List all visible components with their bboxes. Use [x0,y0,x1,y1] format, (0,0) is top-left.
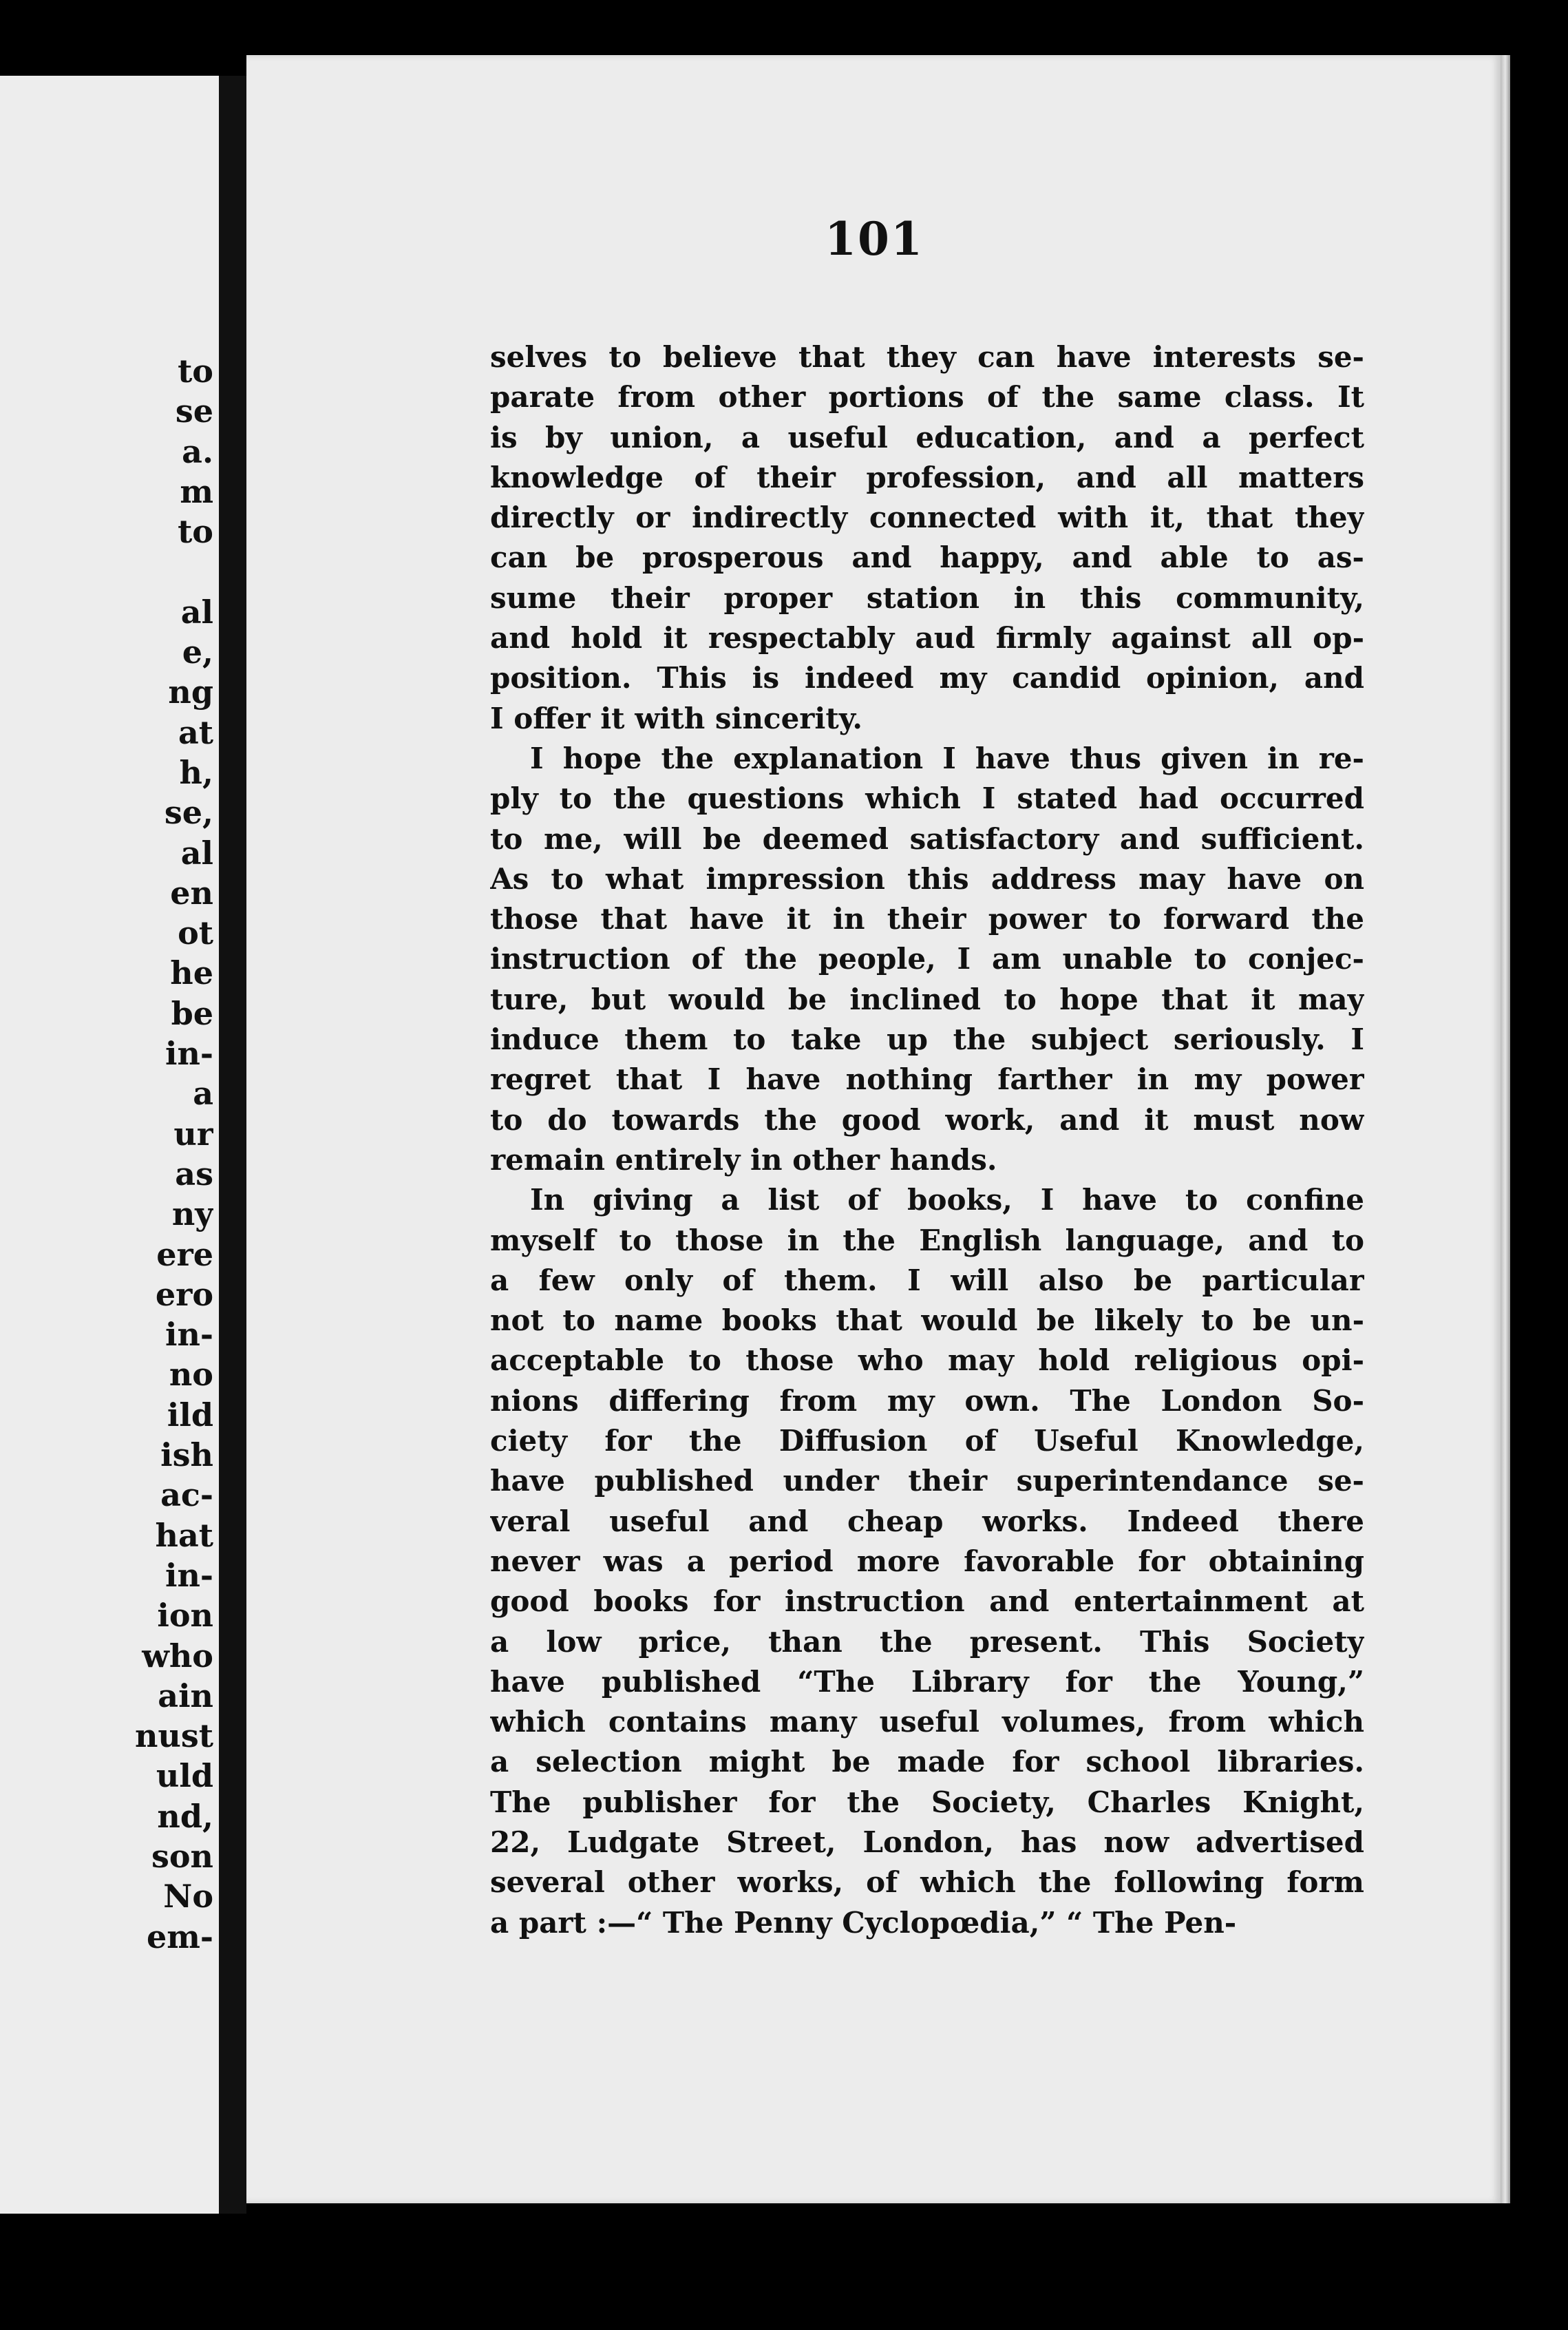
text-line: a part :—“ The Penny Cyclopœdia,” “ The Pen- [490,1905,1237,1940]
text-line: never was a period more favorable for obtaining [490,1544,1364,1578]
text-line: regret that I have nothing farther in my power [490,1062,1364,1097]
page-body-text [490,337,1364,1943]
left-page-fragment: nust [134,1717,213,1755]
paragraph [490,739,1364,1180]
text-line: acceptable to those who may hold religious opi- [490,1343,1364,1378]
left-page-fragment: a [193,1075,213,1113]
left-page-fragment: he [170,954,213,992]
left-page-fragment: ny [171,1195,213,1233]
text-line: instruction of the people, I am unable to conjec- [490,942,1364,976]
left-page-fragment: No [163,1878,213,1916]
book-spine [219,76,246,2214]
text-line: not to name books that would be likely to be un- [490,1303,1364,1338]
left-page-fragment: se, [164,794,213,832]
left-page-fragment: uld [156,1757,213,1795]
text-line: nions differing from my own. The London So- [490,1383,1364,1418]
text-line: myself to those in the English language, and to [490,1223,1364,1257]
left-page-fragment: en [170,874,213,912]
left-page-fragment: ere [156,1235,213,1273]
text-line: a low price, than the present. This Society [490,1624,1364,1659]
text-line: ture, but would be inclined to hope that it may [490,982,1364,1016]
left-page-fragment: be [171,994,213,1032]
left-page-fragment: no [169,1356,213,1394]
text-line: can be prosperous and happy, and able to as- [490,540,1364,575]
left-page [0,76,219,2214]
text-line: selves to believe that they can have interests se- [490,340,1364,374]
paragraph [490,337,1364,739]
text-line: have published “The Library for the Young,” [490,1664,1364,1699]
text-line: knowledge of their profession, and all matters [490,460,1364,494]
left-page-fragment: ac- [160,1476,213,1514]
left-page-fragment: as [175,1155,213,1193]
text-line: remain entirely in other hands. [490,1142,997,1177]
text-line: is by union, a useful education, and a perfect [490,420,1364,454]
text-line: directly or indirectly connected with it, that they [490,501,1364,535]
left-page-fragment: in- [165,1316,213,1354]
text-line: position. This is indeed my candid opinion, and [490,661,1364,695]
left-page-fragment: hat [155,1516,213,1554]
text-line: a selection might be made for school libraries. [490,1745,1364,1779]
left-page-fragment: e, [182,633,213,671]
left-page-fragment: in- [165,1556,213,1594]
text-line: veral useful and cheap works. Indeed there [490,1504,1364,1538]
text-line: those that have it in their power to forward the [490,902,1364,936]
text-line: ciety for the Diffusion of Useful Knowledge, [490,1424,1364,1458]
left-page-fragment: ot [178,914,213,952]
text-line: to me, will be deemed satisfactory and sufficient. [490,821,1364,856]
page-edge [1501,55,1510,2203]
text-line: several other works, of which the following form [490,1865,1364,1900]
left-page-fragment: ild [167,1396,213,1434]
text-line: parate from other portions of the same class. It [490,380,1364,414]
left-page-fragment: son [151,1837,213,1875]
left-page-fragment [103,552,213,591]
text-line: 22, Ludgate Street, London, has now advertised [490,1825,1364,1859]
text-line: to do towards the good work, and it must now [490,1102,1364,1137]
text-line: a few only of them. I will also be particular [490,1263,1364,1297]
text-line: have published under their superintendance se- [490,1464,1364,1498]
left-page-fragment: who [142,1637,213,1675]
left-page-fragment: se [175,392,213,430]
left-page-fragment: m [180,472,213,510]
left-page-fragment: ish [160,1436,213,1474]
left-page-fragment: al [180,593,213,631]
text-line: ply to the questions which I stated had occurred [490,781,1364,816]
text-line: As to what impression this address may have on [490,861,1364,896]
paragraph [490,1180,1364,1943]
left-page-fragment: ero [155,1275,213,1313]
left-page-fragment: ng [168,673,213,711]
text-line: The publisher for the Society, Charles Knight, [490,1785,1364,1819]
text-line: I hope the explanation I have thus given in re- [530,741,1364,775]
left-page-fragment: to [178,513,213,551]
left-page-fragment: at [178,713,213,751]
text-line: and hold it respectably aud firmly against all op- [490,621,1364,655]
text-line: induce them to take up the subject seriously. I [490,1022,1364,1057]
left-page-fragment: h, [179,753,213,791]
left-page-text-fragments [103,351,213,1957]
text-line: good books for instruction and entertainment at [490,1584,1364,1619]
text-line: I offer it with sincerity. [490,701,862,735]
text-line: In giving a list of books, I have to confine [530,1183,1364,1217]
left-page-fragment: a. [182,432,213,470]
left-page-fragment: in- [165,1035,213,1073]
left-page-fragment: ain [158,1677,213,1714]
left-page-fragment: nd, [157,1797,213,1835]
left-page-fragment: em- [146,1918,213,1955]
text-line: sume their proper station in this community, [490,580,1364,615]
left-page-fragment: ur [173,1115,213,1153]
left-page-fragment: to [178,353,213,390]
left-page-fragment: ion [157,1597,213,1635]
text-line: which contains many useful volumes, from which [490,1705,1364,1739]
page-number: 101 [825,212,924,266]
left-page-fragment: al [180,834,213,872]
